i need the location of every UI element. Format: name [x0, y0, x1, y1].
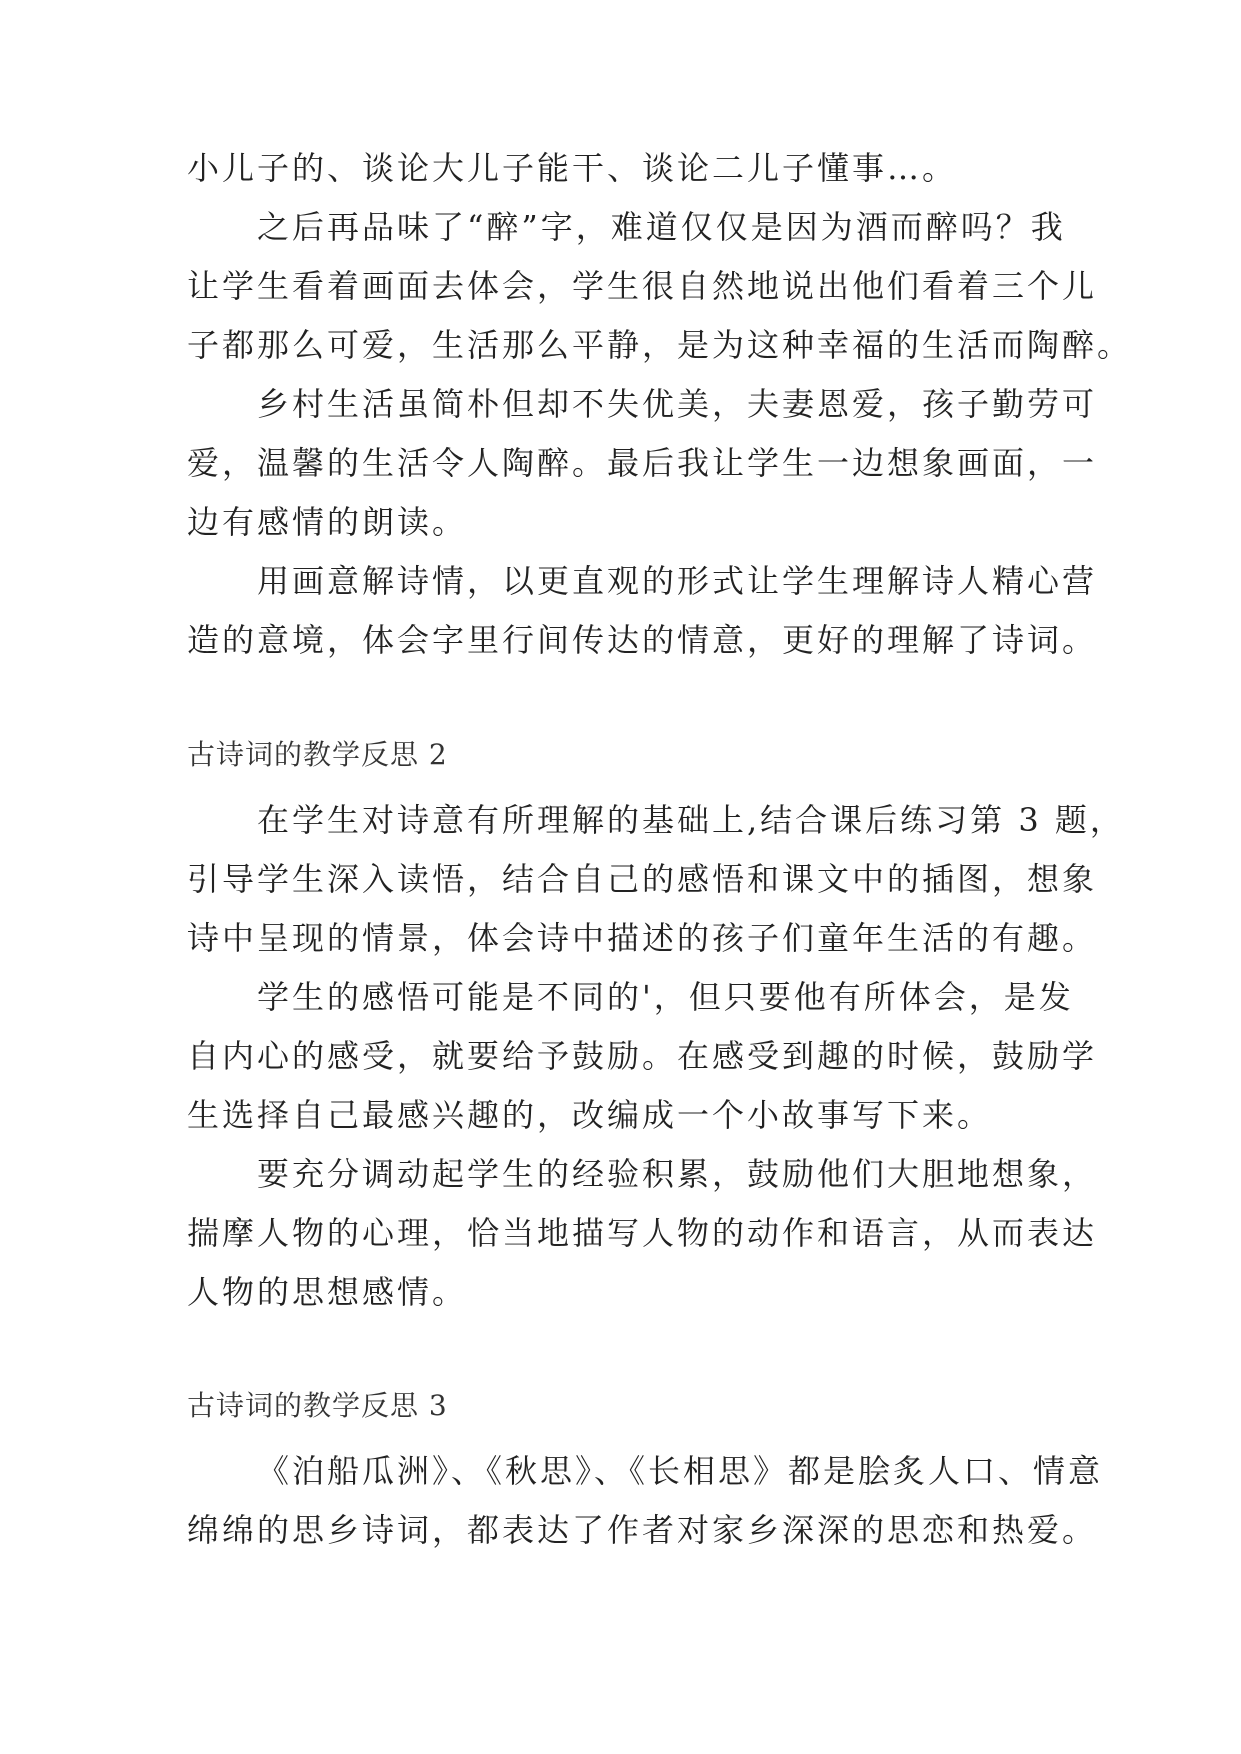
paragraph-line: 生选择自己最感兴趣的，改编成一个小故事写下来。 [187, 1096, 993, 1134]
paragraph-line: 《泊船瓜洲》、《秋思》、《长相思》都是脍炙人口、情意 [257, 1452, 1104, 1490]
paragraph-line: 要充分调动起学生的经验积累，鼓励他们大胆地想象， [257, 1155, 1098, 1193]
paragraph-line: 之后再品味了“醉”字，难道仅仅是因为酒而醉吗？我 [257, 208, 1066, 246]
paragraph-line: 子都那么可爱，生活那么平静，是为这种幸福的生活而陶醉。 [187, 326, 1133, 364]
paragraph-line: 乡村生活虽简朴但却不失优美，夫妻恩爱，孩子勤劳可 [257, 385, 1098, 423]
paragraph-line: 人物的思想感情。 [187, 1273, 468, 1311]
paragraph-line: 自内心的感受，就要给予鼓励。在感受到趣的时候，鼓励学 [187, 1037, 1098, 1075]
paragraph-line: 小儿子的、谈论大儿子能干、谈论二儿子懂事…。 [187, 149, 958, 187]
paragraph-line: 在学生对诗意有所理解的基础上,结合课后练习第 3 题， [257, 801, 1125, 839]
section-heading-2: 古诗词的教学反思 2 [187, 738, 448, 771]
section-heading-3: 古诗词的教学反思 3 [187, 1389, 448, 1422]
paragraph-line: 引导学生深入读悟，结合自己的感悟和课文中的插图，想象 [187, 860, 1098, 898]
paragraph-line: 让学生看着画面去体会，学生很自然地说出他们看着三个儿 [187, 267, 1098, 305]
paragraph-line: 用画意解诗情，以更直观的形式让学生理解诗人精心营 [257, 562, 1098, 600]
paragraph-line: 绵绵的思乡诗词，都表达了作者对家乡深深的思恋和热爱。 [187, 1511, 1098, 1549]
paragraph-line: 边有感情的朗读。 [187, 503, 468, 541]
paragraph-line: 爱，温馨的生活令人陶醉。最后我让学生一边想象画面，一 [187, 444, 1098, 482]
paragraph-line: 学生的感悟可能是不同的'，但只要他有所体会，是发 [257, 978, 1074, 1016]
paragraph-line: 揣摩人物的心理，恰当地描写人物的动作和语言，从而表达 [187, 1214, 1098, 1252]
paragraph-line: 造的意境，体会字里行间传达的情意，更好的理解了诗词。 [187, 621, 1098, 659]
paragraph-line: 诗中呈现的情景，体会诗中描述的孩子们童年生活的有趣。 [187, 919, 1098, 957]
